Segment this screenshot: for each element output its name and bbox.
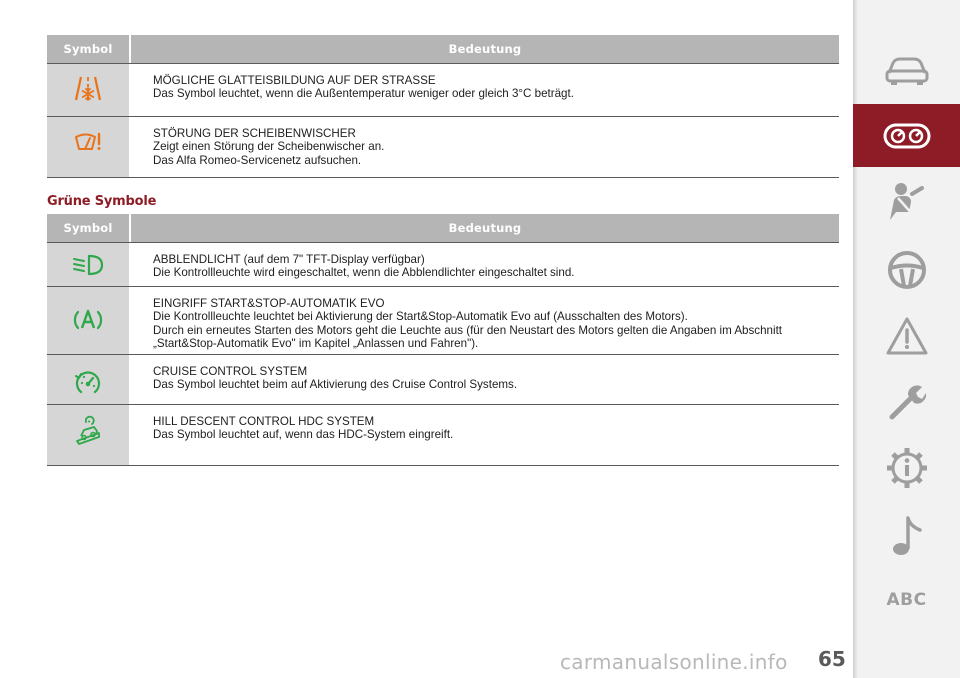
sidebar-item-car[interactable] bbox=[853, 38, 960, 101]
symbol-cell bbox=[47, 287, 129, 354]
table-row bbox=[47, 64, 839, 117]
row-text: Das Symbol leuchtet auf, wenn das HDC-System eingreift. bbox=[153, 428, 454, 442]
wiper-fault-icon bbox=[73, 129, 103, 155]
meaning-cell bbox=[129, 287, 839, 354]
row-title: EINGRIFF START&STOP-AUTOMATIK EVO bbox=[153, 297, 385, 310]
row-title: STÖRUNG DER SCHEIBENWISCHER bbox=[153, 127, 356, 140]
table-row bbox=[47, 355, 839, 405]
meaning-cell bbox=[129, 64, 839, 116]
sidebar-item-instruments[interactable] bbox=[853, 104, 960, 167]
row-title: MÖGLICHE GLATTEISBILDUNG AUF DER STRASSE bbox=[153, 74, 436, 87]
watermark: carmanualsonline.info bbox=[560, 650, 788, 674]
instrument-cluster-icon bbox=[883, 122, 931, 150]
table-row bbox=[47, 405, 839, 466]
sidebar-item-multimedia[interactable] bbox=[853, 504, 960, 567]
page-number: 65 bbox=[818, 647, 846, 671]
row-text: „Start&Stop-Automatik Evo" im Kapitel „Anlassen und Fahren"). bbox=[153, 337, 479, 351]
symbol-cell bbox=[47, 64, 129, 116]
section-title: Grüne Symbole bbox=[47, 194, 157, 209]
music-note-icon bbox=[890, 514, 924, 558]
start-stop-icon bbox=[72, 305, 104, 335]
car-icon bbox=[884, 53, 930, 87]
table-row bbox=[47, 287, 839, 355]
row-text: Zeigt einen Störung der Scheibenwischer an. bbox=[153, 140, 385, 154]
steering-wheel-icon bbox=[886, 249, 928, 291]
table-row bbox=[47, 243, 839, 287]
seatbelt-person-icon bbox=[884, 180, 930, 224]
road-ice-warning-icon bbox=[73, 73, 103, 103]
row-text: Das Symbol leuchtet beim auf Aktivierung des Cruise Control Systems. bbox=[153, 378, 518, 392]
symbol-cell bbox=[47, 355, 129, 404]
meaning-cell bbox=[129, 405, 839, 465]
table-header bbox=[47, 35, 839, 64]
meaning-cell bbox=[129, 355, 839, 404]
row-text: Das Symbol leuchtet, wenn die Außentemperatur weniger oder gleich 3°C beträgt. bbox=[153, 87, 574, 101]
row-title: HILL DESCENT CONTROL HDC SYSTEM bbox=[153, 415, 375, 428]
symbol-cell bbox=[47, 243, 129, 286]
wrench-icon bbox=[886, 381, 928, 423]
sidebar-item-safety[interactable] bbox=[853, 170, 960, 233]
table-header bbox=[47, 214, 839, 243]
header-meaning: Bedeutung bbox=[448, 221, 522, 235]
row-text: Die Kontrollleuchte wird eingeschaltet, wenn die Abblendlichter eingeschaltet sind. bbox=[153, 266, 575, 280]
sidebar-item-emergency[interactable] bbox=[853, 304, 960, 367]
row-text: Die Kontrollleuchte leuchtet bei Aktivierung der Start&Stop-Automatik Evo auf (Ausschalten des Motors). bbox=[153, 310, 688, 324]
abc-label: ABC bbox=[886, 589, 927, 610]
header-symbol: Symbol bbox=[63, 221, 113, 235]
chapter-sidebar bbox=[853, 0, 960, 678]
meaning-cell bbox=[129, 117, 839, 177]
symbol-cell bbox=[47, 405, 129, 465]
table-row bbox=[47, 117, 839, 178]
symbol-table-2 bbox=[47, 214, 839, 466]
sidebar-item-driving[interactable] bbox=[853, 238, 960, 301]
row-title: CRUISE CONTROL SYSTEM bbox=[153, 365, 308, 378]
row-title: ABBLENDLICHT (auf dem 7" TFT-Display verfügbar) bbox=[153, 253, 425, 266]
sidebar-item-maintenance[interactable] bbox=[853, 370, 960, 433]
hill-descent-icon bbox=[72, 415, 104, 447]
row-text: Das Alfa Romeo-Servicenetz aufsuchen. bbox=[153, 153, 362, 167]
sidebar-item-technical-data[interactable] bbox=[853, 436, 960, 499]
cruise-control-icon bbox=[73, 367, 103, 397]
page-content bbox=[47, 0, 839, 466]
meaning-cell bbox=[129, 243, 839, 286]
warning-triangle-icon bbox=[885, 316, 929, 356]
header-symbol: Symbol bbox=[63, 42, 113, 56]
low-beam-icon bbox=[71, 253, 105, 277]
sidebar-item-index[interactable] bbox=[853, 568, 960, 631]
symbol-cell bbox=[47, 117, 129, 177]
header-meaning: Bedeutung bbox=[448, 42, 522, 56]
row-text: Durch ein erneutes Starten des Motors geht die Leuchte aus (für den Neustart des Motors gelten die Angaben im Abschnitt bbox=[153, 323, 783, 337]
symbol-table-1 bbox=[47, 35, 839, 178]
info-gear-icon bbox=[885, 446, 929, 490]
